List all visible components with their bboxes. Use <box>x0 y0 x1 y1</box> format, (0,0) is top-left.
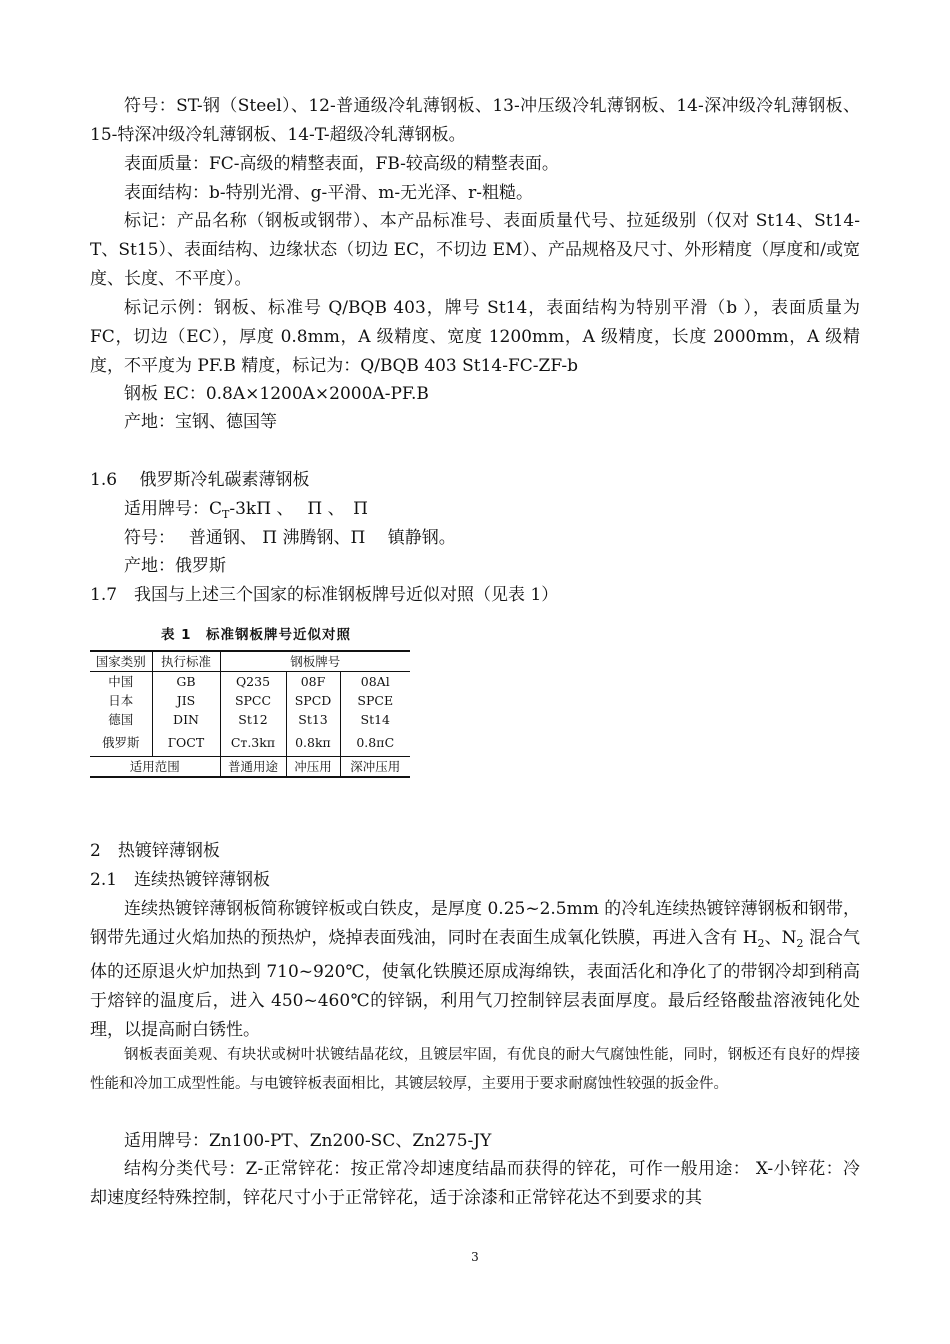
paragraph-galvanized-properties: 钢板表面美观、有块状或树叶状镀结晶花纹，且镀层牢固，有优良的耐大气腐蚀性能，同时，钢板还有良好的焊接性能和冷加工成型性能。与电镀锌板表面相比，其镀层较厚，主要用于要求耐腐蚀性较强的扳金件。 <box>90 1047 860 1092</box>
subscript: 2 <box>757 937 765 950</box>
table-cell: 日本 <box>108 693 134 708</box>
section-heading-1-6: 1.6 俄罗斯冷轧碳素薄钢板 <box>90 470 310 490</box>
table-row <box>90 729 410 757</box>
paragraph-galvanized-grades: 适用牌号：Zn100-PT、Zn200-SC、Zn275-JY <box>124 1131 492 1151</box>
table-caption: 表 1 标准钢板牌号近似对照 <box>160 627 352 643</box>
paragraph-marking: 标记：产品名称（钢板或钢带）、本产品标准号、表面质量代号、拉延级别（仅对 St14、St14-T、St15）、表面结构、边缘状态（切边 EC，不切边 EM）、产品规格及尺寸、外形精度（厚度和/或宽度、长度、不平度）。 <box>90 211 860 289</box>
table-cell: St14 <box>340 710 410 729</box>
table-cell: ГОСТ <box>152 729 220 757</box>
table-body <box>90 650 410 778</box>
text-segment: 适用牌号：C <box>124 499 223 519</box>
paragraph-steel-ec: 钢板 EC：0.8A×1200A×2000A-PF.B <box>124 384 429 404</box>
table-footer-row <box>90 757 410 778</box>
table-cell: 08F <box>286 672 340 692</box>
header-cell: 钢板牌号 <box>220 651 410 672</box>
header-cell: 国家类别 <box>90 651 152 672</box>
table-cell: St12 <box>220 710 286 729</box>
table-cell: SPCC <box>220 691 286 710</box>
subscript: 2 <box>796 937 804 950</box>
text-segment: 连续热镀锌薄钢板简称镀锌板或白铁皮，是厚度 0.25~2.5mm 的冷轧连续热镀锌薄钢板和钢带，钢带先通过火焰加热的预热炉，烧掉表面残油，同时在表面生成氧化铁膜，再进入含有 H <box>90 899 860 948</box>
table-cell: 中国 <box>108 674 134 689</box>
table-cell: Q235 <box>220 672 286 692</box>
table-cell: 08Al <box>340 672 410 692</box>
table-cell: GB <box>152 672 220 692</box>
page-number: 3 <box>471 1250 479 1264</box>
paragraph-russia-symbol: 符号： 普通钢、 П 沸腾钢、П 镇静钢。 <box>124 528 456 548</box>
table-cell: 适用范围 <box>90 757 220 778</box>
section-heading-1-7: 1.7 我国与上述三个国家的标准钢板牌号近似对照（见表 1） <box>90 585 559 605</box>
paragraph-surface-structure: 表面结构：b-特别光滑、g-平滑、m-无光泽、r-粗糙。 <box>124 183 533 203</box>
paragraph-galvanizing-process <box>90 895 860 1045</box>
table-row <box>90 710 410 729</box>
table-cell: 普通用途 <box>220 757 286 778</box>
subscript: T <box>222 508 230 521</box>
paragraph-symbol: 符号：ST-钢（Steel）、12-普通级冷轧薄钢板、13-冲压级冷轧薄钢板、14-深冲级冷轧薄钢板、15-特深冲级冷轧薄钢板、14-T-超级冷轧薄钢板。 <box>90 96 860 145</box>
table-cell: JIS <box>152 691 220 710</box>
table-cell: 德国 <box>108 712 134 727</box>
paragraph-surface-quality: 表面质量：FC-高级的精整表面，FB-较高级的精整表面。 <box>124 154 559 174</box>
paragraph-russia-origin: 产地：俄罗斯 <box>124 556 226 576</box>
table-cell: St13 <box>286 710 340 729</box>
text-segment: 混合气体的还原退火炉加热到 710~920℃，使氧化铁膜还原成海绵铁，表面活化和净化了的带钢冷却到稍高于熔锌的温度后，进入 450~460℃的锌锅，利用气刀控制锌层表面厚度。最后经铬酸盐溶液钝化处理，以提高耐白锈性。 <box>90 928 861 1040</box>
table-cell: 0.8kп <box>286 729 340 757</box>
paragraph-origin: 产地：宝钢、德国等 <box>124 412 277 432</box>
table-cell: 俄罗斯 <box>101 735 140 750</box>
table-header-row <box>90 651 410 672</box>
table-cell: 冲压用 <box>286 757 340 778</box>
table-cell: DIN <box>152 710 220 729</box>
table-cell: SPCD <box>286 691 340 710</box>
table-row <box>90 691 410 710</box>
paragraph-structure-codes: 结构分类代号：Z-正常锌花：按正常冷却速度结晶而获得的锌花，可作一般用途： X-小锌花：冷却速度经特殊控制，锌花尺寸小于正常锌花，适于涂漆和正常锌花达不到要求的其 <box>90 1159 860 1208</box>
section-heading-2: 2 热镀锌薄钢板 <box>90 841 220 861</box>
table-cell: 深冲压用 <box>340 757 410 778</box>
text-segment: -3kП 、 П 、 П <box>229 499 368 519</box>
grade-comparison-table <box>90 622 412 778</box>
table-row <box>90 672 410 692</box>
table-cell: SPCE <box>340 691 410 710</box>
table-cell: Cт.3kп <box>220 729 286 757</box>
text-segment: 、N <box>764 928 797 948</box>
section-heading-2-1: 2.1 连续热镀锌薄钢板 <box>90 870 271 890</box>
header-cell: 执行标准 <box>152 651 220 672</box>
paragraph-marking-example: 标记示例：钢板、标准号 Q/BQB 403，牌号 St14，表面结构为特别平滑（b ），表面质量为 FC，切边（EC），厚度 0.8mm，A 级精度、宽度 1200mm，A 级精度，长度 2000mm，A 级精度，不平度为 PF.B 精度，标记为：Q/BQB 403 St14-FC-ZF-b <box>90 298 860 376</box>
table-cell: 0.8пC <box>340 729 410 757</box>
